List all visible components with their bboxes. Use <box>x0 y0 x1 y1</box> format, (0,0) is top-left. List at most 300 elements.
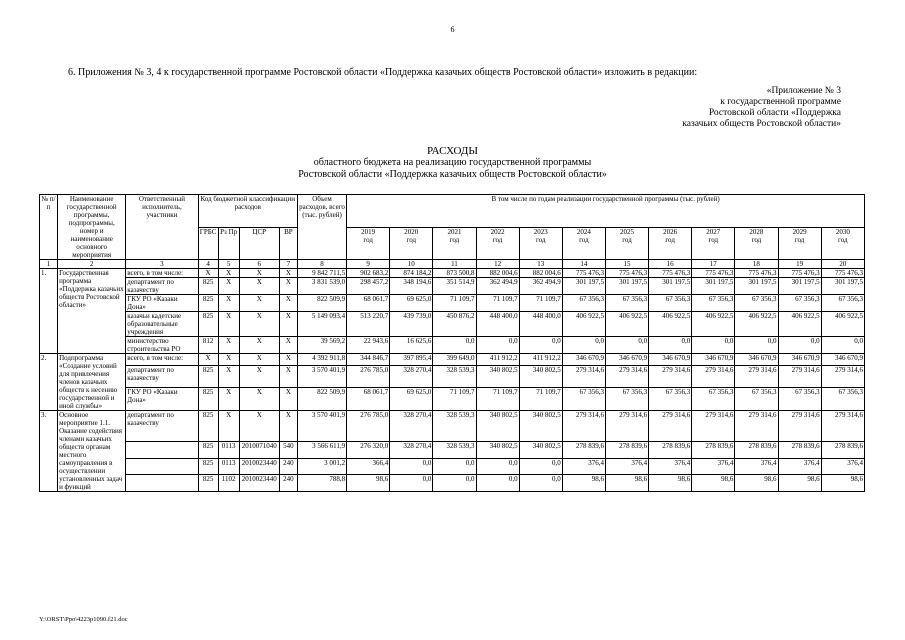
row-year-value: 340 802,5 <box>476 411 519 442</box>
row-year-value: 98,6 <box>562 475 605 492</box>
row-name: Основное мероприятие 1.1. Оказание содействия членами казачьих обществ органам местного самоуправления в осуществлении установленных задач и функций <box>58 411 126 492</box>
column-number: 19 <box>778 260 821 269</box>
column-number: 11 <box>433 260 476 269</box>
row-grbs: 812 <box>198 337 218 354</box>
row-grbs: 825 <box>198 295 218 312</box>
header-csr: ЦСР <box>239 227 279 260</box>
column-number: 8 <box>297 260 346 269</box>
row-name: Государственная программа «Поддержка казачьих обществ Ростовской области» <box>58 269 126 354</box>
row-year-value: 0,0 <box>562 337 605 354</box>
row-year-value: 366,4 <box>347 458 390 475</box>
row-year-value: 301 197,5 <box>649 278 692 295</box>
row-grbs: 825 <box>198 388 218 411</box>
row-year-value: 346 670,9 <box>735 354 778 366</box>
row-rzpr: Х <box>218 411 239 442</box>
row-year-value: 340 802,5 <box>519 442 562 459</box>
row-year-value: 448 400,0 <box>519 312 562 337</box>
row-vr: Х <box>279 269 297 278</box>
column-number: 9 <box>347 260 390 269</box>
row-rzpr: Х <box>218 354 239 366</box>
row-year-value: 346 670,9 <box>692 354 735 366</box>
row-grbs: 825 <box>198 475 218 492</box>
row-executor <box>126 458 198 475</box>
header-year <box>562 227 605 260</box>
row-year-value: 279 314,6 <box>778 411 821 442</box>
row-vr: Х <box>279 365 297 388</box>
row-csr: Х <box>239 312 279 337</box>
header-year-value: 2026 <box>663 227 678 236</box>
row-rzpr: 1102 <box>218 475 239 492</box>
header-year-suffix: год <box>751 235 762 244</box>
row-total: 822 509,9 <box>297 388 346 411</box>
column-number: 17 <box>692 260 735 269</box>
row-year-value: 376,4 <box>562 458 605 475</box>
row-year-value: 67 356,3 <box>649 295 692 312</box>
table-row <box>40 388 865 411</box>
row-year-value: 279 314,6 <box>778 365 821 388</box>
row-year-value: 67 356,3 <box>649 388 692 411</box>
header-year-value: 2019 <box>361 227 376 236</box>
row-year-value: 98,6 <box>605 475 648 492</box>
row-year-value: 278 839,6 <box>821 442 864 459</box>
row-year-value: 278 839,6 <box>562 442 605 459</box>
row-year-value: 71 109,7 <box>476 295 519 312</box>
row-year-value: 279 314,6 <box>692 365 735 388</box>
row-total: 4 392 911,8 <box>297 354 346 366</box>
row-total: 3 570 401,9 <box>297 365 346 388</box>
row-year-value: 67 356,3 <box>778 295 821 312</box>
row-executor: казачьи кадетские образовательные учреждения <box>126 312 198 337</box>
row-year-value: 0,0 <box>476 475 519 492</box>
header-executor: Ответственный исполнитель, участники <box>126 195 198 260</box>
row-year-value: 67 356,3 <box>821 388 864 411</box>
row-vr: 540 <box>279 442 297 459</box>
column-number: 13 <box>519 260 562 269</box>
appendix-line: казачьих обществ Ростовской области» <box>682 119 841 129</box>
header-year-value: 2029 <box>792 227 807 236</box>
column-number: 12 <box>476 260 519 269</box>
row-grbs: 825 <box>198 411 218 442</box>
row-year-value: 513 220,7 <box>347 312 390 337</box>
row-year-value: 278 839,6 <box>778 442 821 459</box>
row-year-value: 340 802,5 <box>476 442 519 459</box>
row-year-value: 873 500,8 <box>433 269 476 278</box>
row-year-value: 0,0 <box>390 458 433 475</box>
row-year-value: 406 922,5 <box>692 312 735 337</box>
table-row <box>40 458 865 475</box>
header-year-value: 2025 <box>620 227 634 236</box>
header-year-value: 2027 <box>706 227 721 236</box>
row-total: 3 570 401,9 <box>297 411 346 442</box>
row-executor <box>126 475 198 492</box>
header-vr: ВР <box>279 227 297 260</box>
row-year-value: 340 802,5 <box>476 365 519 388</box>
column-number: 20 <box>821 260 864 269</box>
header-year-value: 2030 <box>835 227 850 236</box>
row-year-value: 0,0 <box>519 458 562 475</box>
appendix-caption <box>682 86 841 130</box>
column-number: 2 <box>58 260 126 269</box>
row-total: 3 566 611,9 <box>297 442 346 459</box>
row-grbs: 825 <box>198 442 218 459</box>
header-year-value: 2028 <box>749 227 764 236</box>
row-year-value: 98,6 <box>692 475 735 492</box>
row-executor <box>126 442 198 459</box>
row-year-value: 346 670,9 <box>649 354 692 366</box>
title-line: РАСХОДЫ <box>426 145 479 157</box>
row-year-value: 71 109,7 <box>476 388 519 411</box>
row-year-value: 279 314,6 <box>562 365 605 388</box>
row-year-value: 279 314,6 <box>821 411 864 442</box>
row-vr: Х <box>279 354 297 366</box>
column-number: 3 <box>126 260 198 269</box>
header-year-suffix: год <box>535 235 546 244</box>
table-row <box>40 312 865 337</box>
row-grbs: 825 <box>198 312 218 337</box>
row-year-value: 775 476,3 <box>649 269 692 278</box>
row-year-value: 874 184,2 <box>390 269 433 278</box>
row-year-value: 276 785,0 <box>347 411 390 442</box>
row-year-value: 0,0 <box>605 337 648 354</box>
header-year-suffix: год <box>622 235 632 244</box>
table-row <box>40 365 865 388</box>
row-year-value: 279 314,6 <box>605 365 648 388</box>
title-line: областного бюджета на реализацию государственной программы <box>313 157 592 168</box>
header-year-value: 2024 <box>576 227 591 236</box>
row-year-value: 67 356,3 <box>562 295 605 312</box>
row-year-value: 351 514,9 <box>433 278 476 295</box>
row-year-value: 406 922,5 <box>735 312 778 337</box>
row-csr: Х <box>239 337 279 354</box>
row-year-value: 279 314,6 <box>562 411 605 442</box>
column-number: 10 <box>390 260 433 269</box>
header-year-suffix: год <box>838 235 848 244</box>
row-csr: 2010023440 <box>239 475 279 492</box>
row-csr: Х <box>239 354 279 366</box>
row-year-value: 376,4 <box>605 458 648 475</box>
row-vr: Х <box>279 278 297 295</box>
column-number: 14 <box>562 260 605 269</box>
row-total: 9 842 711,5 <box>297 269 346 278</box>
row-year-value: 71 109,7 <box>519 295 562 312</box>
row-total: 39 569,2 <box>297 337 346 354</box>
row-year-value: 67 356,3 <box>605 388 648 411</box>
row-rzpr: Х <box>218 278 239 295</box>
row-rzpr: Х <box>218 365 239 388</box>
row-year-value: 0,0 <box>821 337 864 354</box>
header-rzpr: Рз Пр <box>218 227 239 260</box>
row-year-value: 376,4 <box>735 458 778 475</box>
row-year-value: 67 356,3 <box>735 295 778 312</box>
row-year-value: 0,0 <box>778 337 821 354</box>
row-executor: департамент по казачеству <box>126 278 198 295</box>
row-year-value: 346 670,9 <box>821 354 864 366</box>
row-csr: Х <box>239 278 279 295</box>
row-year-value: 411 912,2 <box>519 354 562 366</box>
row-total: 5 149 093,4 <box>297 312 346 337</box>
row-total: 788,8 <box>297 475 346 492</box>
row-year-value: 67 356,3 <box>778 388 821 411</box>
row-year-value: 362 494,9 <box>519 278 562 295</box>
column-number: 7 <box>279 260 297 269</box>
row-year-value: 439 739,0 <box>390 312 433 337</box>
header-name: Наименование государственной программы, подпрограммы, номер и наименование основного мероприятия <box>58 195 126 260</box>
row-year-value: 279 314,6 <box>735 411 778 442</box>
row-rzpr: Х <box>218 388 239 411</box>
row-year-value: 775 476,3 <box>778 269 821 278</box>
row-year-value: 301 197,5 <box>778 278 821 295</box>
row-year-value: 775 476,3 <box>692 269 735 278</box>
row-csr: Х <box>239 388 279 411</box>
row-year-value: 0,0 <box>476 458 519 475</box>
row-year-value: 278 839,6 <box>605 442 648 459</box>
row-year-value: 882 004,6 <box>519 269 562 278</box>
row-year-value: 276 785,0 <box>347 365 390 388</box>
row-year-value: 278 839,6 <box>692 442 735 459</box>
header-year <box>390 227 433 260</box>
row-year-value: 98,6 <box>649 475 692 492</box>
row-year-value: 0,0 <box>476 337 519 354</box>
budget-table <box>39 194 865 492</box>
row-grbs: 825 <box>198 458 218 475</box>
row-csr: Х <box>239 295 279 312</box>
row-year-value: 397 895,4 <box>390 354 433 366</box>
row-year-value: 279 314,6 <box>649 411 692 442</box>
row-year-value: 328 539,3 <box>433 442 476 459</box>
row-grbs: Х <box>198 269 218 278</box>
row-year-value: 298 457,2 <box>347 278 390 295</box>
row-year-value: 98,6 <box>347 475 390 492</box>
header-grbs: ГРБС <box>198 227 218 260</box>
row-executor: ГКУ РО «Казаки Дона» <box>126 388 198 411</box>
row-csr: Х <box>239 269 279 278</box>
row-year-value: 340 802,5 <box>519 365 562 388</box>
row-year-value: 69 625,0 <box>390 388 433 411</box>
row-year-value: 882 004,6 <box>476 269 519 278</box>
row-rzpr: 0113 <box>218 458 239 475</box>
header-year-suffix: год <box>708 235 719 244</box>
row-year-value: 276 320,0 <box>347 442 390 459</box>
row-year-value: 328 539,3 <box>433 365 476 388</box>
header-year-value: 2023 <box>533 227 548 236</box>
header-year <box>735 227 778 260</box>
table-row <box>40 442 865 459</box>
row-year-value: 362 494,9 <box>476 278 519 295</box>
row-year-value: 69 625,0 <box>390 295 433 312</box>
header-year-value: 2022 <box>490 227 505 236</box>
row-vr: Х <box>279 411 297 442</box>
row-year-value: 376,4 <box>821 458 864 475</box>
row-year-value: 67 356,3 <box>692 295 735 312</box>
row-year-value: 301 197,5 <box>735 278 778 295</box>
row-year-value: 68 061,7 <box>347 295 390 312</box>
row-year-value: 328 270,4 <box>390 365 433 388</box>
row-year-value: 278 839,6 <box>735 442 778 459</box>
row-year-value: 67 356,3 <box>605 295 648 312</box>
row-rzpr: Х <box>218 269 239 278</box>
column-number: 18 <box>735 260 778 269</box>
row-year-value: 0,0 <box>519 475 562 492</box>
row-year-value: 71 109,7 <box>433 295 476 312</box>
row-year-value: 16 625,6 <box>390 337 433 354</box>
appendix-line: Ростовской области «Поддержка <box>708 108 841 118</box>
row-year-value: 775 476,3 <box>735 269 778 278</box>
row-year-value: 279 314,6 <box>692 411 735 442</box>
row-year-value: 376,4 <box>778 458 821 475</box>
row-year-value: 376,4 <box>692 458 735 475</box>
row-year-value: 775 476,3 <box>605 269 648 278</box>
header-years-group: В том числе по годам реализации государственной программы (тыс. рублей) <box>347 195 865 228</box>
row-vr: Х <box>279 388 297 411</box>
appendix-line: к государственной программе <box>720 97 841 107</box>
table-row <box>40 411 865 442</box>
header-year <box>692 227 735 260</box>
row-total: 3 001,2 <box>297 458 346 475</box>
row-year-value: 98,6 <box>821 475 864 492</box>
column-number: 4 <box>198 260 218 269</box>
row-year-value: 301 197,5 <box>692 278 735 295</box>
row-vr: Х <box>279 337 297 354</box>
row-name: Подпрограмма «Создание условий для привлечения членов казачьих обществ к несению государственной и иной службы» <box>58 354 126 411</box>
row-year-value: 340 802,5 <box>519 411 562 442</box>
row-number: 2. <box>40 354 58 411</box>
row-rzpr: Х <box>218 312 239 337</box>
row-year-value: 279 314,6 <box>735 365 778 388</box>
header-year <box>433 227 476 260</box>
header-year <box>519 227 562 260</box>
row-rzpr: 0113 <box>218 442 239 459</box>
row-year-value: 0,0 <box>390 475 433 492</box>
row-year-value: 406 922,5 <box>605 312 648 337</box>
row-year-value: 301 197,5 <box>821 278 864 295</box>
column-number: 6 <box>239 260 279 269</box>
title-line: Ростовской области «Поддержка казачьих обществ Ростовской области» <box>298 169 607 180</box>
row-vr: Х <box>279 312 297 337</box>
row-executor: министерство строительства РО <box>126 337 198 354</box>
row-year-value: 348 194,6 <box>390 278 433 295</box>
row-year-value: 376,4 <box>649 458 692 475</box>
header-year-value: 2020 <box>404 227 419 236</box>
row-year-value: 0,0 <box>433 458 476 475</box>
header-year <box>778 227 821 260</box>
row-year-value: 328 270,4 <box>390 442 433 459</box>
row-total: 822 509,9 <box>297 295 346 312</box>
row-year-value: 450 876,2 <box>433 312 476 337</box>
header-volume: Объем расходов, всего (тыс. рублей) <box>297 195 346 260</box>
row-year-value: 902 683,2 <box>347 269 390 278</box>
row-year-value: 0,0 <box>519 337 562 354</box>
page-number: 6 <box>450 25 455 34</box>
header-year-suffix: год <box>363 235 373 244</box>
row-year-value: 775 476,3 <box>821 269 864 278</box>
file-path-footer: Y:\ORST\Ppo\4223p1090.f21.doc <box>39 616 128 623</box>
row-year-value: 406 922,5 <box>649 312 692 337</box>
row-year-value: 0,0 <box>433 337 476 354</box>
header-year-suffix: год <box>665 235 675 244</box>
row-grbs: 825 <box>198 365 218 388</box>
header-year-suffix: год <box>449 235 460 244</box>
row-csr: 2010023440 <box>239 458 279 475</box>
row-year-value: 328 270,4 <box>390 411 433 442</box>
row-number: 3. <box>40 411 58 492</box>
header-year-suffix: год <box>492 235 503 244</box>
row-year-value: 344 846,7 <box>347 354 390 366</box>
header-year-suffix: год <box>579 235 589 244</box>
row-year-value: 67 356,3 <box>821 295 864 312</box>
row-vr: 240 <box>279 458 297 475</box>
row-year-value: 411 912,2 <box>476 354 519 366</box>
row-year-value: 71 109,7 <box>519 388 562 411</box>
row-rzpr: Х <box>218 337 239 354</box>
row-year-value: 0,0 <box>433 475 476 492</box>
row-number: 1. <box>40 269 58 354</box>
header-year <box>649 227 692 260</box>
row-grbs: 825 <box>198 278 218 295</box>
row-year-value: 0,0 <box>692 337 735 354</box>
row-executor: всего, в том числе: <box>126 354 198 366</box>
row-executor: департамент по казачеству <box>126 411 198 442</box>
intro-text: 6. Приложения № 3, 4 к государственной программе Ростовской области «Поддержка казачьих обществ Ростовской области» изложить в редакции: <box>68 67 698 78</box>
row-year-value: 448 400,0 <box>476 312 519 337</box>
row-year-value: 67 356,3 <box>692 388 735 411</box>
row-year-value: 0,0 <box>649 337 692 354</box>
row-executor: ГКУ РО «Казаки Дона» <box>126 295 198 312</box>
row-csr: Х <box>239 411 279 442</box>
row-year-value: 22 943,6 <box>347 337 390 354</box>
row-year-value: 346 670,9 <box>562 354 605 366</box>
column-number: 5 <box>218 260 239 269</box>
row-total: 3 831 539,0 <box>297 278 346 295</box>
row-year-value: 328 539,3 <box>433 411 476 442</box>
row-year-value: 399 649,0 <box>433 354 476 366</box>
row-year-value: 67 356,3 <box>562 388 605 411</box>
column-number: 1 <box>40 260 58 269</box>
row-year-value: 346 670,9 <box>605 354 648 366</box>
row-year-value: 98,6 <box>778 475 821 492</box>
header-year-suffix: год <box>406 235 417 244</box>
row-csr: Х <box>239 365 279 388</box>
row-executor: всего, в том числе: <box>126 269 198 278</box>
row-rzpr: Х <box>218 295 239 312</box>
row-year-value: 301 197,5 <box>562 278 605 295</box>
row-executor: департамент по казачеству <box>126 365 198 388</box>
column-number: 15 <box>605 260 648 269</box>
row-grbs: Х <box>198 354 218 366</box>
header-num: № п/п <box>40 195 58 260</box>
table-row <box>40 475 865 492</box>
header-year <box>476 227 519 260</box>
column-number: 16 <box>649 260 692 269</box>
row-year-value: 301 197,5 <box>605 278 648 295</box>
row-year-value: 279 314,6 <box>821 365 864 388</box>
document-title <box>0 145 905 181</box>
row-csr: 2010071040 <box>239 442 279 459</box>
table-row <box>40 337 865 354</box>
header-year <box>605 227 648 260</box>
row-year-value: 0,0 <box>735 337 778 354</box>
row-year-value: 278 839,6 <box>649 442 692 459</box>
header-year-suffix: год <box>794 235 805 244</box>
row-year-value: 279 314,6 <box>605 411 648 442</box>
row-year-value: 67 356,3 <box>735 388 778 411</box>
table-row <box>40 295 865 312</box>
row-year-value: 68 061,7 <box>347 388 390 411</box>
row-year-value: 775 476,3 <box>562 269 605 278</box>
row-year-value: 71 109,7 <box>433 388 476 411</box>
header-year <box>821 227 864 260</box>
row-year-value: 346 670,9 <box>778 354 821 366</box>
table-row <box>40 278 865 295</box>
